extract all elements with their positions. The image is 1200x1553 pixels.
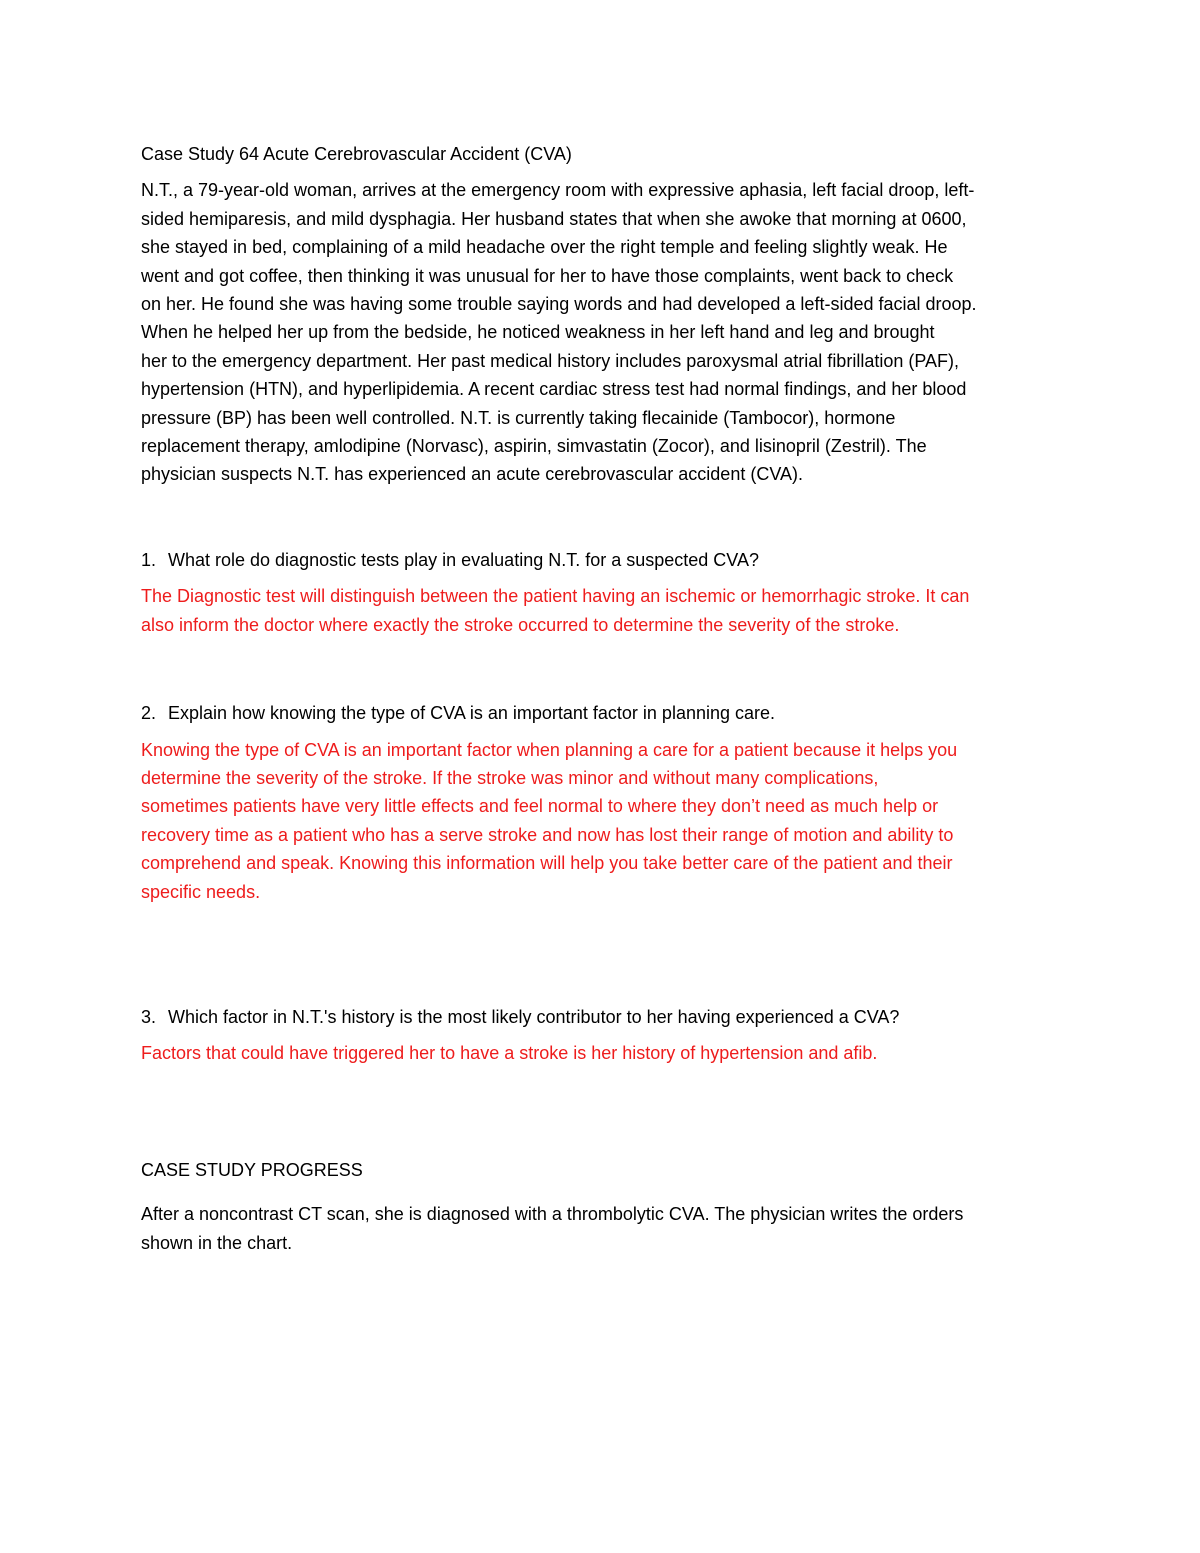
document-content xyxy=(141,140,1061,1257)
question-number: 1. xyxy=(141,549,157,570)
question-1 xyxy=(141,546,1061,574)
question-text: Explain how knowing the type of CVA is an important factor in planning care. xyxy=(168,703,776,724)
progress-paragraph: After a noncontrast CT scan, she is diagnosed with a thrombolytic CVA. The physician writes the orders shown in the chart. xyxy=(141,1204,964,1253)
question-number: 3. xyxy=(141,1006,157,1027)
progress-section xyxy=(141,1156,1061,1257)
question-block-2 xyxy=(141,699,1061,906)
question-text: What role do diagnostic tests play in evaluating N.T. for a suspected CVA? xyxy=(168,549,759,570)
answer-3: Factors that could have triggered her to have a stroke is her history of hypertension and afib. xyxy=(141,1043,878,1064)
answer-1: The Diagnostic test will distinguish between the patient having an ischemic or hemorrhagic stroke. It can also inform the doctor where exactly the stroke occurred to determine the severity of the stroke. xyxy=(141,586,970,635)
document-title: Case Study 64 Acute Cerebrovascular Accident (CVA) xyxy=(141,144,572,164)
question-number: 2. xyxy=(141,703,157,724)
answer-2: Knowing the type of CVA is an important factor when planning a care for a patient because it helps you determine the severity of the stroke. If the stroke was minor and without many complications, sometimes patients have very little effects and feel normal to where they don’t need as much help or recovery time as a patient who has a serve stroke and now has lost their range of motion and ability to comprehend and speak. Knowing this information will help you take better care of the patient and their specific needs. xyxy=(141,739,958,902)
question-block-1 xyxy=(141,546,1061,639)
case-intro-paragraph: N.T., a 79-year-old woman, arrives at the emergency room with expressive aphasia, left facial droop, left- sided hemiparesis, and mild dysphagia. Her husband states that when she awoke that morning at 0600, she stayed in bed, complaining of a mild headache over the right temple and feeling slightly weak. He went and got coffee, then thinking it was unusual for her to have those complaints, went back to check on her. He found she was having some trouble saying words and had developed a left-sided facial droop. When he helped her up from the bedside, he noticed weakness in her left hand and leg and brought her to the emergency department. Her past medical history includes paroxysmal atrial fibrillation (PAF), hypertension (HTN), and hyperlipidemia. A recent cardiac stress test had normal findings, and her blood pressure (BP) has been well controlled. N.T. is currently taking flecainide (Tambocor), hormone replacement therapy, amlodipine (Norvasc), aspirin, simvastatin (Zocor), and lisinopril (Zestril). The physician suspects N.T. has experienced an acute cerebrovascular accident (CVA). xyxy=(141,180,977,485)
question-text: Which factor in N.T.'s history is the most likely contributor to her having experienced a CVA? xyxy=(168,1006,900,1027)
progress-heading: CASE STUDY PROGRESS xyxy=(141,1159,363,1180)
question-2 xyxy=(141,699,1061,727)
question-3 xyxy=(141,1003,1061,1031)
question-block-3 xyxy=(141,1003,1061,1068)
